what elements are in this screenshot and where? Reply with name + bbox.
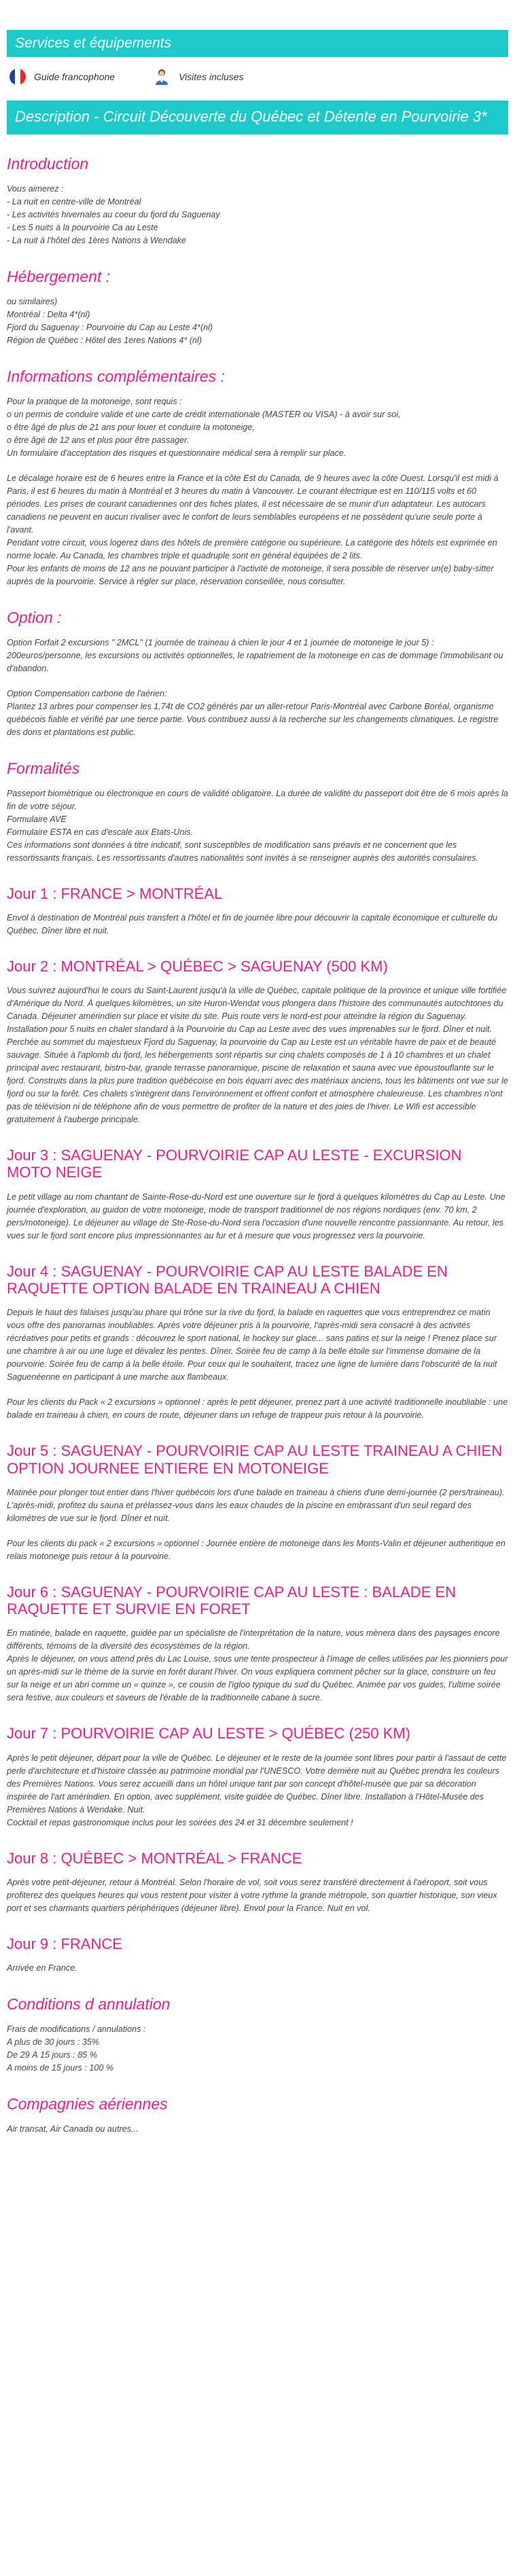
- visit-person-icon: [153, 68, 171, 86]
- text-line: Pour les clients du pack « 2 excursions » optionnel : Journée entière de motoneige dans les Monts-Valin et déjeuner authentique en relais motoneige puis retour à la pourvoirie.: [7, 1538, 505, 1561]
- text-line: Après votre petit-déjeuner, retour à Montréal. Selon l'horaire de vol, soit vous serez transféré directement à l'aéroport, soit vous profiterez des quelques heures qui vous restent pour visiter à votre rythme la grande métropole, son quartier historique, son vieux port et ses charmants quartiers périphériques (déjeuner libre). Envol pour la France. Nuit en vol.: [7, 1878, 497, 1914]
- day-paragraph: [7, 912, 508, 937]
- day-title: Jour 6 : SAGUENAY - POURVOIRIE CAP AU LESTE : BALADE EN RAQUETTE ET SURVIE EN FORET: [7, 1583, 457, 1618]
- text-line: Plantez 13 arbres pour compenser les 1,74t de CO2 générés par un aller-retour Paris-Montréal avec Carbone Boréal, organisme québécois fiable et vérifié par une tierce partie. Vous contribuez aussi à la recherche sur les changements climatiques. Le registre des dons et plantations est public.: [7, 701, 499, 737]
- day-title: Jour 8 : QUÉBEC > MONTRÉAL > FRANCE: [7, 1849, 302, 1867]
- day-title: Jour 9 : FRANCE: [7, 1935, 122, 1953]
- section-block: [7, 759, 508, 865]
- text-line: Formulaire AVE: [7, 814, 67, 824]
- text-line: o être âgé de 12 ans et plus pour être passager.: [7, 435, 190, 445]
- section-title: Conditions d annulation: [7, 1995, 171, 2014]
- text-line: De 29 À 15 jours : 85 %: [7, 2050, 98, 2060]
- text-line: Vous aimerez :: [7, 183, 64, 194]
- section-paragraph: [7, 787, 508, 865]
- section-title: Compagnies aériennes: [7, 2095, 168, 2113]
- day-block: [7, 1263, 508, 1423]
- day-block: [7, 1442, 508, 1563]
- text-line: ou similaires): [7, 296, 58, 306]
- tail-sections: [7, 1995, 508, 2136]
- section-block: [7, 268, 508, 347]
- day-block: [7, 1935, 508, 1975]
- section-block: [7, 609, 508, 739]
- services-header: Services et équipements: [7, 30, 508, 57]
- section-title: Hébergement :: [7, 267, 111, 285]
- text-line: A plus de 30 jours : 35%: [7, 2037, 100, 2047]
- text-line: Ces informations sont données à titre indicatif, sont susceptibles de modification sans préavis et ne concernent que les ressortissants français. Les ressortissants d'autres nationalités sont invités à se renseigner auprès des autorités consulaires.: [7, 840, 479, 863]
- text-line: Formulaire ESTA en cas d'escale aux Etats-Unis.: [7, 827, 193, 837]
- section-title: Option :: [7, 608, 62, 626]
- text-line: Frais de modifications / annulations :: [7, 2024, 146, 2035]
- text-line: Le décalage horaire est de 6 heures entre la France et la côte Est du Canada, de 9 heures avec la côte Ouest. Lorsqu'il est midi à Paris, il est 6 heures du matin à Montréal et 3 heures du matin à Vancouver. Le courant électrique est en 110/115 volts et 60 périodes. Les prises de courant canadiennes ont des fiches plates, il est nécessaire de se munir d'un adaptateur. Les autocars canadiens ne peuvent en aucun rivaliser avec le confort de leurs semblables européens et ne possèdent qu'une seule porte à l'avant.: [7, 473, 499, 535]
- day-block: [7, 1147, 508, 1242]
- day-paragraph: [7, 1486, 508, 1525]
- day-block: [7, 958, 508, 1126]
- text-line: Arrivée en France.: [7, 1963, 77, 1973]
- text-line: o être âgé de plus de 21 ans pour louer et conduire la motoneige,: [7, 422, 255, 432]
- itinerary-days: [7, 885, 508, 1975]
- day-paragraph: [7, 1962, 508, 1975]
- text-line: Option Forfait 2 excursions " 2MCL" (1 journée de traineau à chien le jour 4 et 1 journée de motoneige le jour 5) : 200euros/personne, les excursions ou activités optionnelles, le rapatriement de la motoneige en cas de dommage l'immobilisant ou d'abandon.: [7, 637, 503, 673]
- description-header: Description - Circuit Découverte du Québec et Détente en Pourvoirie 3*: [7, 101, 508, 135]
- text-line: Matinée pour plonger tout entier dans l'hiver québécois lors d'une balade en traineau à chiens d'une demi-journée (2 pers/traineau). L'après-midi, profitez du sauna et prélassez-vous dans les eaux chaudes de la piscine en embrassant d'un seul regard des kilomètres de vue sur le fjord. Dîner et nuit.: [7, 1487, 505, 1523]
- text-line: - Les 5 nuits à la pourvoirie Ca au Leste: [7, 222, 158, 232]
- section-block: [7, 155, 508, 247]
- day-paragraph: [7, 1627, 508, 1704]
- day-paragraph: [7, 1876, 508, 1915]
- service-item-visits: [153, 68, 243, 86]
- text-line: A moins de 15 jours : 100 %: [7, 2063, 114, 2073]
- section-paragraph: [7, 2023, 508, 2075]
- section-block: [7, 368, 508, 588]
- service-label: Visites incluses: [179, 71, 244, 82]
- text-line: Pour la pratique de la motoneige, sont requis :: [7, 396, 182, 406]
- section-block: [7, 2095, 508, 2136]
- text-line: Option Compensation carbone de l'aérien:: [7, 688, 167, 698]
- text-line: Cocktail et repas gastronomique inclus pour les soirées des 24 et 31 décembre seulement !: [7, 1817, 353, 1827]
- day-title: Jour 4 : SAGUENAY - POURVOIRIE CAP AU LESTE BALADE EN RAQUETTE OPTION BALADE EN TRAINEAU A CHIEN: [7, 1262, 448, 1297]
- text-line: En matinée, balade en raquette, guidée par un spécialiste de l'interprétation de la nature, vous mènera dans des paysages encore différents, témoins de la diversité des écosystèmes de la région.: [7, 1628, 500, 1651]
- section-paragraph: [7, 296, 508, 347]
- text-line: o un permis de conduire valide et une carte de crédit internationale (MASTER ou VISA) - à avoir sur soi,: [7, 409, 401, 419]
- day-block: [7, 1584, 508, 1705]
- french-flag-icon: [10, 69, 26, 85]
- service-item-guide: [10, 69, 115, 85]
- text-line: Pour les enfants de moins de 12 ans ne pouvant participer à l'activité de motoneige, il sera possible de réserver un(e) baby-sitter auprès de la pourvoirie. Service à régler sur place, réservation conseillée, nous consulter.: [7, 563, 494, 586]
- day-title: Jour 7 : POURVOIRIE CAP AU LESTE > QUÉBEC (250 KM): [7, 1725, 410, 1742]
- day-paragraph: [7, 1537, 508, 1563]
- text-line: - La nuit en centre-ville de Montréal: [7, 196, 141, 207]
- day-title: Jour 3 : SAGUENAY - POURVOIRIE CAP AU LESTE - EXCURSION MOTO NEIGE: [7, 1147, 462, 1181]
- section-title: Formalités: [7, 759, 80, 777]
- day-block: [7, 1850, 508, 1915]
- day-paragraph: [7, 1306, 508, 1384]
- day-paragraph: [7, 1191, 508, 1242]
- service-label: Guide francophone: [34, 71, 116, 82]
- text-line: Après le déjeuner, on vous attend près du Lac Louise, sous une tente prospecteur à l'image de celles utilisées par les pionniers pour un après-midi sur le thème de la survie en forêt durant l'hiver. On vous expliquera comment pêcher sur la glace, construire un feu sur la neige et un abri comme un « quinze », ce cousin de l'igloo typique du sud du Québec. Animée par vos guides, l'ultime soirée sera festive, aux couleurs et saveurs de l'érable de la traditionnelle cabane à sucre.: [7, 1654, 508, 1703]
- text-line: Fjord du Saguenay : Pourvoirie du Cap au Leste 4*(nl): [7, 322, 213, 332]
- section-paragraph: [7, 687, 508, 739]
- text-line: Pendant votre circuit, vous logerez dans des hôtels de première catégorie ou supérieure. La catégorie des hôtels est exprimée en norme locale. Au Canada, les chambres triple et quadruple sont en général équipées de 2 lits.: [7, 537, 497, 560]
- text-line: - La nuit à l'hôtel des 1ères Nations à Wendake: [7, 235, 187, 245]
- text-line: Envol à destination de Montréal puis transfert à l'hôtel et fin de journée libre pour découvrir la capitale économique et culturelle du Québec. Dîner libre et nuit.: [7, 912, 498, 935]
- day-title: Jour 5 : SAGUENAY - POURVOIRIE CAP AU LESTE TRAINEAU A CHIEN OPTION JOURNEE ENTIERE EN MOTONEIGE: [7, 1442, 503, 1477]
- day-block: [7, 1725, 508, 1829]
- section-title: Informations complémentaires :: [7, 367, 225, 385]
- text-line: Depuis le haut des falaises jusqu'au phare qui trône sur la rive du fjord, la balade en raquettes que vous entreprendrez ce matin vous offre des panoramas inoubliables. Après votre déjeuner pris à la pourvoirie, l'après-midi sera consacré à des activités récréatives pour petits et grands : découvrez le sport national, le hockey sur glace... sans patins et sur la neige ! Prenez place sur une chambre à air ou une luge et dévalez les pentes. Dîner. Soirée feu de camp à la belle étoile sur l'immense domaine de la pourvoirie. Soirée feu de camp à la belle étoile. Pour ceux qui le souhaitent, tracez une ligne de lumière dans l'obscurité de la nuit Saguenéenne en participant à une marche aux flambeaux.: [7, 1308, 497, 1382]
- day-paragraph: [7, 1396, 508, 1422]
- section-title: Introduction: [7, 154, 89, 173]
- services-list: [7, 57, 508, 101]
- info-sections: [7, 155, 508, 865]
- text-line: Passeport biométrique ou électronique en cours de validité obligatoire. La durée de validité du passeport doit être de 6 mois après la fin de votre séjour.: [7, 788, 508, 811]
- section-paragraph: [7, 395, 508, 460]
- day-title: Jour 2 : MONTRÉAL > QUÉBEC > SAGUENAY (500 KM): [7, 957, 388, 975]
- text-line: - Les activités hivernales au coeur du fjord du Saguenay: [7, 209, 220, 219]
- text-line: Vous suivrez aujourd'hui le cours du Saint-Laurent jusqu'à la ville de Québec, capitale politique de la province et unique ville fortifiée d'Amérique du Nord. À quelques kilomètres, un site Huron-Wendat vous plongera dans l'histoire des communautés autochtones du Canada. Déjeuner amérindien sur place et visite du site. Puis route vers le nord-est pour atteindre la région du Saguenay. Installation pour 5 nuits en chalet standard à la Pourvoirie du Cap au Leste avec des vues imprenables sur le fjord. Dîner et nuit. Perchée au sommet du majestueux Fjord du Saguenay, la pourvoirie du Cap au Leste est un véritable havre de paix et de beauté sauvage. Située à l'aplomb du fjord, les hébergements sont répartis sur cinq chalets composés de 1 à 10 chambres et un chalet principal avec restaurant, bistro-bar, grande terrasse panoramique, piscine de relaxation et sauna avec vue époustouflante sur le fjord. Construits dans la plus pure tradition québécoise en bois équarri avec des matériaux anciens, tous les bâtiments ont vue sur le fjord ou sur la forêt. Ces chalets s'intègrent dans l'environnement et offrent confort et atmosphère chaleureuse. Les chambres n'ont pas de télévision ni de téléphone afin de vous permettre de profiter de la nature et des joies de l'hiver. Le Wifi est accessible gratuitement à l'auberge principale.: [7, 986, 508, 1125]
- section-paragraph: [7, 183, 508, 247]
- text-line: Montréal : Delta 4*(nl): [7, 309, 90, 319]
- text-line: Pour les clients du Pack « 2 excursions » optionnel : après le petit déjeuner, prenez part à une activité traditionnelle inoubliable : une balade en traineau à chien, en cours de route, déjeuner dans un refuge de trappeur puis retour à la pourvoirie.: [7, 1397, 508, 1420]
- text-line: Air transat, Air Canada ou autres...: [7, 2124, 139, 2134]
- text-line: Après le petit déjeuner, départ pour la ville de Québec. Le déjeuner et le reste de la journée sont libres pour partir à l'assaut de cette perle d'architecture et d'histoire classée au patrimoine mondial par l'UNESCO. Votre dernière nuit au Québec prendra les couleurs des Premières Nations. Vous serez accueilli dans un hôtel unique tant par son concept d'hôtel-musée que par sa décoration inspirée de l'art amérindien. En option, avec supplément, visite guidée de Québec. Dîner libre. Installation à l'Hôtel-Musée des Premières Nations à Wendake. Nuit.: [7, 1753, 507, 1814]
- section-paragraph: [7, 2123, 508, 2136]
- text-line: Région de Québec : Hôtel des 1eres Nations 4* (nl): [7, 335, 202, 345]
- day-block: [7, 885, 508, 937]
- section-paragraph: [7, 472, 508, 588]
- section-paragraph: [7, 637, 508, 675]
- day-paragraph: [7, 984, 508, 1126]
- text-line: Un formulaire d'acceptation des risques et questionnaire médical sera à remplir sur place.: [7, 448, 347, 458]
- day-paragraph: [7, 1752, 508, 1829]
- day-title: Jour 1 : FRANCE > MONTRÉAL: [7, 884, 223, 902]
- text-line: Le petit village au nom chantant de Sainte-Rose-du-Nord est une ouverture sur le fjord à quelques kilomètres du Cap au Leste. Une journée d'exploration, au guidon de votre motoneige, mode de transport traditionnel de nos régions nordiques (env. 70 km, 2 pers/motoneige). Le déjeuner au village de Ste-Rose-du-Nord sera l'occasion d'une nouvelle rencontre passionnante. Au retour, les vues sur le fjord sont encore plus impressionnantes au fur et à mesure que vous progressez vers la pourvoirie.: [7, 1192, 505, 1240]
- page: [0, 30, 515, 2136]
- section-block: [7, 1995, 508, 2075]
